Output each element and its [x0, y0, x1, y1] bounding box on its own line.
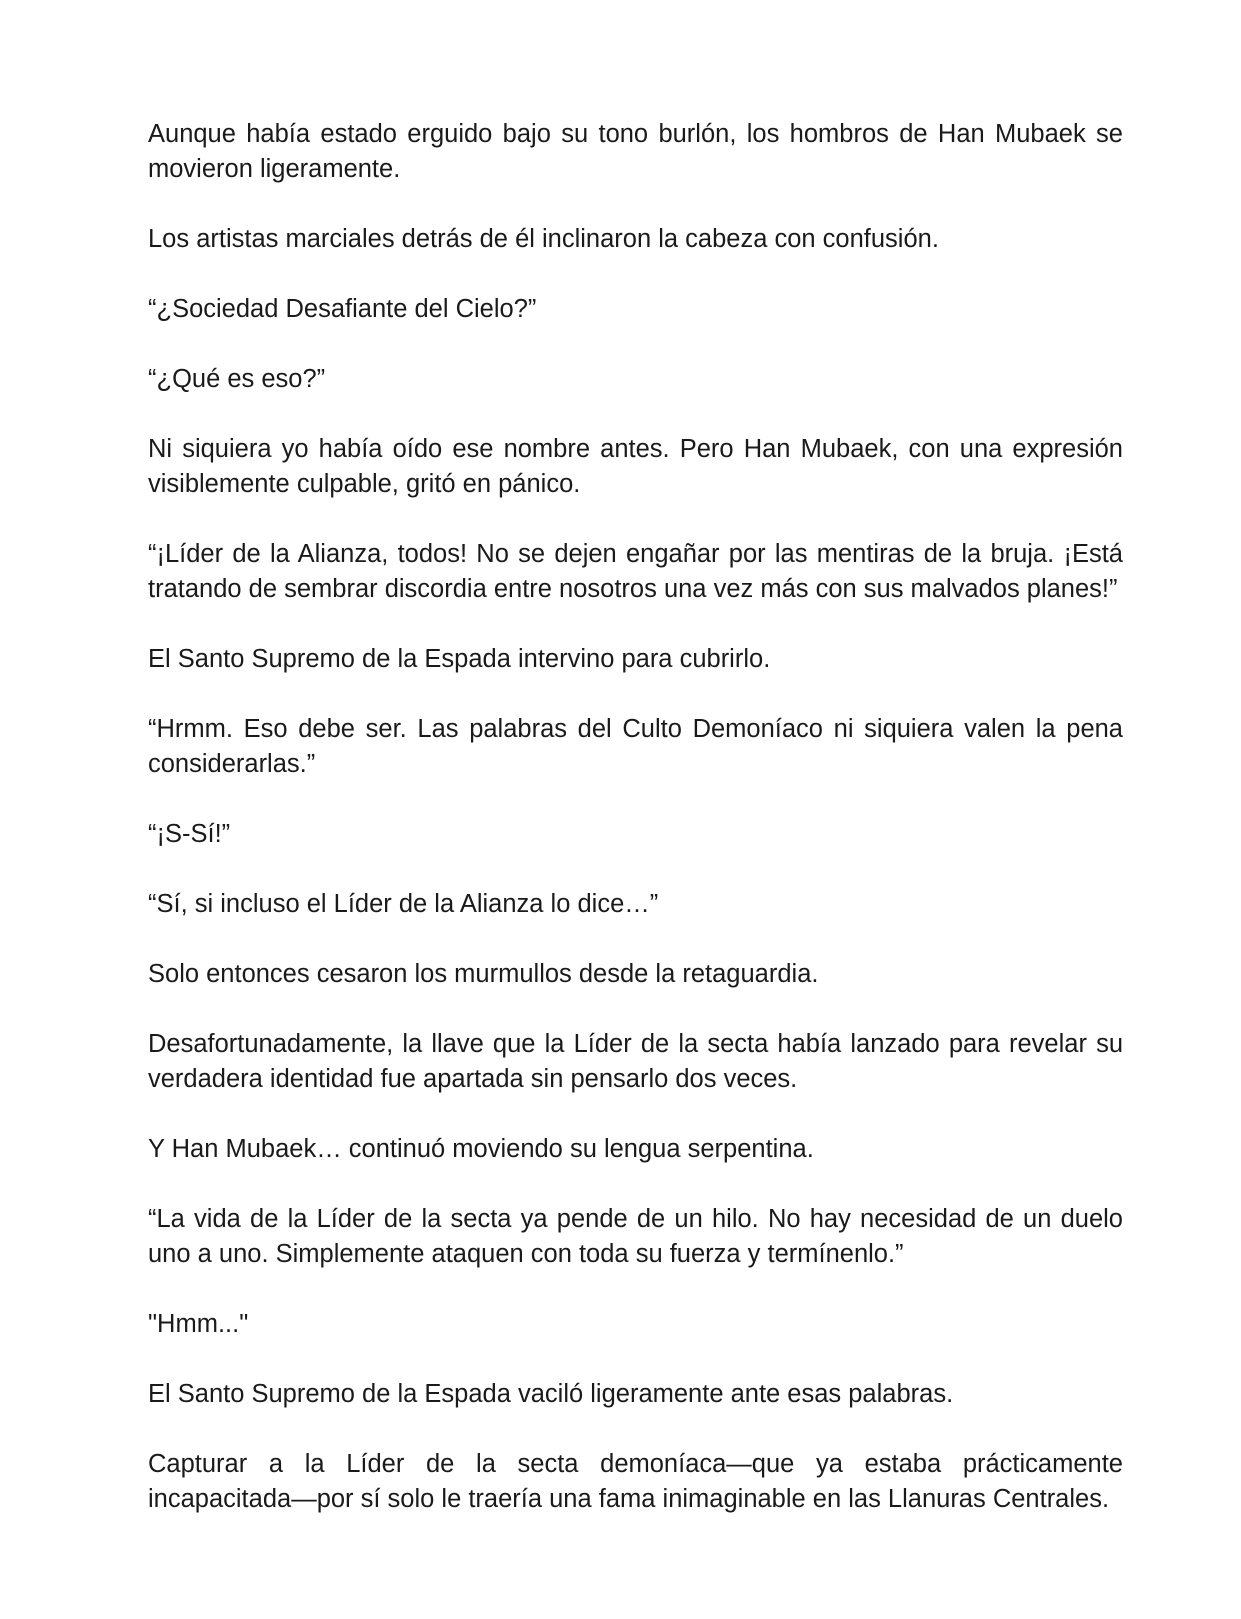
paragraph: “Sí, si incluso el Líder de la Alianza lo dice…”: [148, 890, 659, 918]
paragraph: Y Han Mubaek… continuó moviendo su lengua serpentina.: [148, 1135, 814, 1163]
paragraph: "Hmm...": [148, 1310, 249, 1338]
paragraph: Desafortunadamente, la llave que la Líder de la secta había lanzado para revelar su verdadera identidad fue apartada sin pensarlo dos veces.: [148, 1030, 1123, 1093]
paragraph: Capturar a la Líder de la secta demoníaca—que ya estaba prácticamente incapacitada—por sí solo le traería una fama inimaginable en las Llanuras Centrales.: [148, 1450, 1123, 1513]
paragraph: El Santo Supremo de la Espada intervino para cubrirlo.: [148, 645, 771, 673]
paragraph: Solo entonces cesaron los murmullos desde la retaguardia.: [148, 960, 819, 988]
paragraph: El Santo Supremo de la Espada vaciló ligeramente ante esas palabras.: [148, 1380, 954, 1408]
paragraph: “Hrmm. Eso debe ser. Las palabras del Culto Demoníaco ni siquiera valen la pena considerarlas.”: [148, 715, 1123, 778]
paragraph: “La vida de la Líder de la secta ya pende de un hilo. No hay necesidad de un duelo uno a uno. Simplemente ataquen con toda su fuerza y termínenlo.”: [148, 1205, 1123, 1268]
paragraph: “¿Qué es eso?”: [148, 365, 326, 393]
paragraph: Los artistas marciales detrás de él inclinaron la cabeza con confusión.: [148, 225, 939, 253]
paragraph: “¡S-Sí!”: [148, 820, 231, 848]
paragraph: “¡Líder de la Alianza, todos! No se dejen engañar por las mentiras de la bruja. ¡Está tratando de sembrar discordia entre nosotros una vez más con sus malvados planes!”: [148, 540, 1123, 603]
paragraph: Aunque había estado erguido bajo su tono burlón, los hombros de Han Mubaek se movieron ligeramente.: [148, 120, 1123, 183]
paragraph: “¿Sociedad Desafiante del Cielo?”: [148, 295, 537, 323]
document-page: [148, 117, 1123, 1517]
paragraph: Ni siquiera yo había oído ese nombre antes. Pero Han Mubaek, con una expresión visiblemente culpable, gritó en pánico.: [148, 435, 1123, 498]
